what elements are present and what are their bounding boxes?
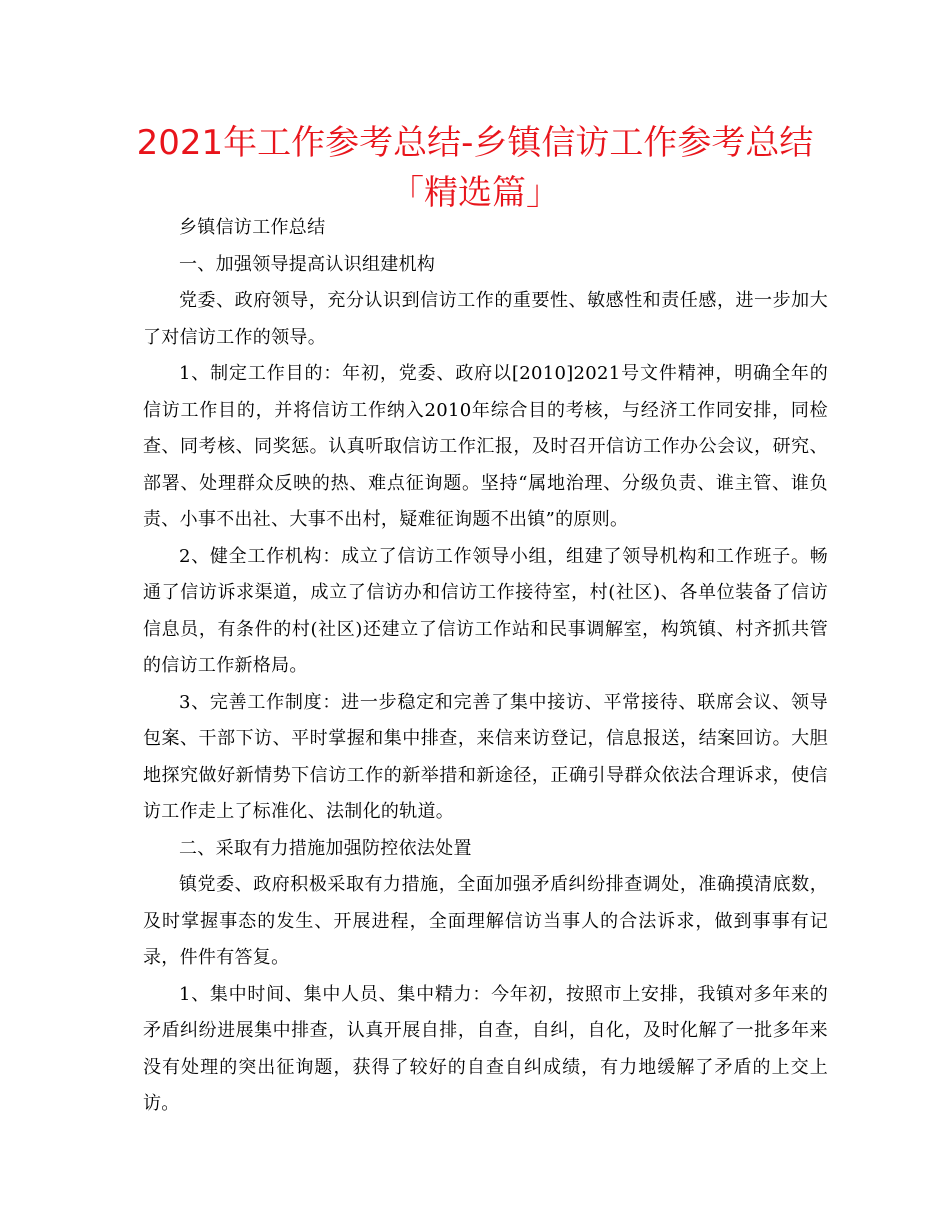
paragraph: 2、健全工作机构：成立了信访工作领导小组，组建了领导机构和工作班子。畅通了信访诉求渠道，成立了信访办和信访工作接待室，村(社区)、各单位装备了信访信息员，有条件的村(社区)还建立了信访工作站和民事调解室，构筑镇、村齐抓共管的信访工作新格局。 xyxy=(143,545,828,676)
paragraph: 镇党委、政府积极采取有力措施，全面加强矛盾纠纷排查调处，准确摸清底数，及时掌握事态的发生、开展进程，全面理解信访当事人的合法诉求，做到事事有记录，件件有答复。 xyxy=(143,874,828,968)
section-heading-2: 二、采取有力措施加强防控依法处置 xyxy=(179,837,472,859)
document-body xyxy=(143,210,828,1123)
paragraph: 1、制定工作目的：年初，党委、政府以[2010]2021号文件精神，明确全年的信访工作目的，并将信访工作纳入2010年综合目的考核，与经济工作同安排，同检查、同考核、同奖惩。认真听取信访工作汇报，及时召开信访工作办公会议，研究、部署、处理群众反映的热、难点征询题。坚持“属地治理、分级负责、谁主管、谁负责、小事不出社、大事不出村，疑难征询题不出镇”的原则。 xyxy=(143,363,828,530)
paragraph: 1、集中时间、集中人员、集中精力：今年初，按照市上安排，我镇对多年来的矛盾纠纷进展集中排查，认真开展自排，自查，自纠，自化，及时化解了一批多年来没有处理的突出征询题，获得了较好的自查自纠成绩，有力地缓解了矛盾的上交上访。 xyxy=(143,983,828,1114)
paragraph: 党委、政府领导，充分认识到信访工作的重要性、敏感性和责任感，进一步加大了对信访工作的领导。 xyxy=(143,290,828,348)
section-heading-1: 一、加强领导提高认识组建机构 xyxy=(179,253,436,275)
document-title: 2021年工作参考总结-乡镇信访工作参考总结「精选篇」 xyxy=(136,123,814,213)
paragraph-heading: 乡镇信访工作总结 xyxy=(179,217,326,238)
paragraph: 3、完善工作制度：进一步稳定和完善了集中接访、平常接待、联席会议、领导包案、干部下访、平时掌握和集中排查，来信来访登记，信息报送，结案回访。大胆地探究做好新情势下信访工作的新举措和新途径，正确引导群众依法合理诉求，使信访工作走上了标准化、法制化的轨道。 xyxy=(143,691,828,822)
